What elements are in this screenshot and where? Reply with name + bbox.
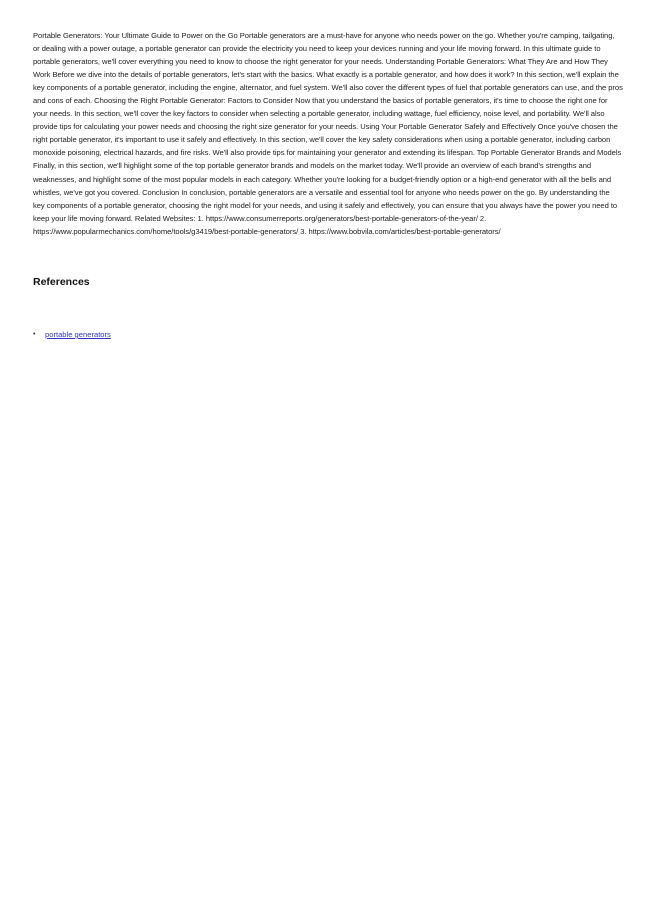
references-list xyxy=(33,330,111,339)
list-item xyxy=(33,330,111,339)
article-container xyxy=(33,29,623,238)
references-heading: References xyxy=(33,276,90,288)
bullet-icon: • xyxy=(33,331,36,338)
article-body: Portable Generators: Your Ultimate Guide to Power on the Go Portable generators are a must-have for anyone who needs power on the go. Whether you're camping, tailgating, or dealing with a power outage, a portable generator can provide the electricity you need to keep your devices running and your life moving forward. In this ultimate guide to portable generators, we'll cover everything you need to know to choose the right generator for your needs. Understanding Portable Generators: What They Are and How They Work Before we dive into the details of portable generators, let's start with the basics. What exactly is a portable generator, and how does it work? In this section, we'll explain the key components of a portable generator, including the engine, alternator, and fuel system. We'll also cover the different types of fuel that portable generators can use, and the pros and cons of each. Choosing the Right Portable Generator: Factors to Consider Now that you understand the basics of portable generators, it's time to choose the right one for your needs. In this section, we'll cover the key factors to consider when selecting a portable generator, including wattage, fuel efficiency, noise level, and portability. We'll also provide tips for calculating your power needs and choosing the right size generator for your needs. Using Your Portable Generator Safely and Effectively Once you've chosen the right portable generator, it's important to use it safely and effectively. In this section, we'll cover the key safety considerations when using a portable generator, including carbon monoxide poisoning, electrical hazards, and fire risks. We'll also provide tips for maintaining your generator and extending its lifespan. Top Portable Generator Brands and Models Finally, in this section, we'll highlight some of the top portable generator brands and models on the market today. We'll provide an overview of each brand's strengths and weaknesses, and highlight some of the most popular models in each category. Whether you're looking for a budget-friendly option or a high-end generator with all the bells and whistles, we've got you covered. Conclusion In conclusion, portable generators are a versatile and essential tool for anyone who needs power on the go. By understanding the key components of a portable generator, choosing the right model for your needs, and using it safely and effectively, you can ensure that you always have the power you need to keep your life moving forward. Related Websites: 1. https://www.consumerreports.org/generators/best-portable-generators-of-the-year/ 2. https://www.popularmechanics.com/home/tools/g3419/best-portable-generators/ 3. https://www.bobvila.com/articles/best-portable-generators/ xyxy=(33,31,623,236)
reference-link-portable-generators[interactable]: portable generators xyxy=(45,330,111,339)
